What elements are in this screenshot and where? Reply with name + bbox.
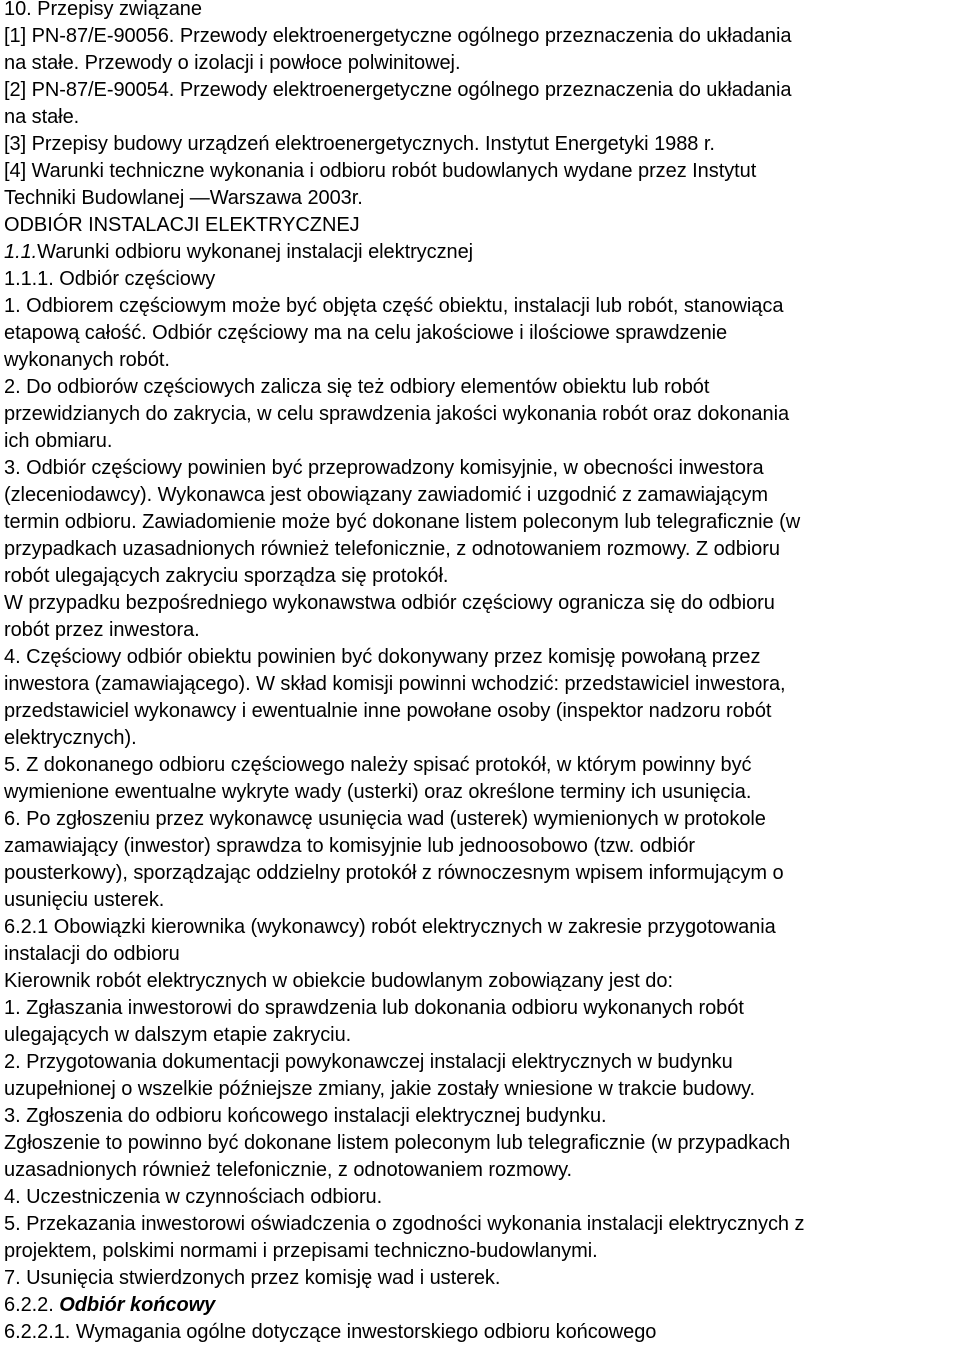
subheading-number: 1.1. (4, 241, 38, 263)
paragraph-line: robót przez inwestora. (4, 619, 200, 641)
paragraph-line: inwestora (zamawiającego). W skład komisji powinni wchodzić: przedstawiciel inwestora, (4, 673, 786, 695)
paragraph-line: projektem, polskimi normami i przepisami techniczno-budowlanymi. (4, 1240, 598, 1262)
paragraph-line: uzasadnionych również telefonicznie, z odnotowaniem rozmowy. (4, 1159, 573, 1181)
paragraph-line: robót ulegających zakryciu sporządza się protokół. (4, 565, 449, 587)
paragraph-line: 2. Przygotowania dokumentacji powykonawczej instalacji elektrycznych w budynku (4, 1051, 733, 1073)
paragraph-line: elektrycznych). (4, 727, 137, 749)
paragraph-line: wykonanych robót. (4, 349, 170, 371)
paragraph-line: 1. Odbiorem częściowym może być objęta część obiektu, instalacji lub robót, stanowiąca (4, 295, 784, 317)
paragraph-line: 3. Zgłoszenia do odbioru końcowego instalacji elektrycznej budynku. (4, 1105, 607, 1127)
paragraph-line: 1. Zgłaszania inwestorowi do sprawdzenia lub dokonania odbioru wykonanych robót (4, 997, 744, 1019)
paragraph-line: 5. Z dokonanego odbioru częściowego należy spisać protokół, w którym powinny być (4, 754, 752, 776)
subheading-final-acceptance (4, 1292, 215, 1319)
subheading-partial-acceptance: 1.1.1. Odbiór częściowy (4, 268, 216, 290)
subheading-general-requirements: 6.2.2.1. Wymagania ogólne dotyczące inwestorskiego odbioru końcowego (4, 1321, 657, 1343)
reference-2-line-2: na stałe. (4, 106, 80, 128)
paragraph-line: przewidzianych do zakrycia, w celu sprawdzenia jakości wykonania robót oraz dokonania (4, 403, 790, 425)
paragraph-line: 2. Do odbiorów częściowych zalicza się też odbiory elementów obiektu lub robót (4, 376, 710, 398)
paragraph-line: 4. Uczestniczenia w czynnościach odbioru. (4, 1186, 383, 1208)
paragraph-line: ich obmiaru. (4, 430, 113, 452)
subheading-manager-duties: 6.2.1 Obowiązki kierownika (wykonawcy) robót elektrycznych w zakresie przygotowania (4, 916, 776, 938)
reference-4-line-2: Techniki Budowlanej —Warszawa 2003r. (4, 187, 363, 209)
paragraph-line: W przypadku bezpośredniego wykonawstwa odbiór częściowy ogranicza się do odbioru (4, 592, 775, 614)
paragraph-line: wymienione ewentualne wykryte wady (usterki) oraz określone terminy ich usunięcia. (4, 781, 752, 803)
paragraph-line: przypadkach uzasadnionych również telefonicznie, z odnotowaniem rozmowy. Z odbioru (4, 538, 780, 560)
paragraph-line: 3. Odbiór częściowy powinien być przeprowadzony komisyjnie, w obecności inwestora (4, 457, 764, 479)
subheading-acceptance-conditions (4, 239, 473, 266)
subheading-number: 6.2.2. (4, 1294, 60, 1316)
paragraph-line: 6. Po zgłoszeniu przez wykonawcę usunięcia wad (usterek) wymienionych w protokole (4, 808, 766, 830)
paragraph-line: etapową całość. Odbiór częściowy ma na celu jakościowe i ilościowe sprawdzenie (4, 322, 728, 344)
reference-1-line-2: na stałe. Przewody o izolacji i powłoce polwinitowej. (4, 52, 461, 74)
section-heading-related-regulations: 10. Przepisy związane (4, 0, 202, 20)
paragraph-line: Zgłoszenie to powinno być dokonane listem poleconym lub telegraficznie (w przypadkach (4, 1132, 791, 1154)
paragraph-line: pousterkowy), sporządzając oddzielny protokół z równoczesnym wpisem informującym o (4, 862, 784, 884)
reference-3: [3] Przepisy budowy urządzeń elektroenergetycznych. Instytut Energetyki 1988 r. (4, 133, 715, 155)
paragraph-line: Kierownik robót elektrycznych w obiekcie budowlanym zobowiązany jest do: (4, 970, 673, 992)
paragraph-line: przedstawiciel wykonawcy i ewentualnie inne powołane osoby (inspektor nadzoru robót (4, 700, 772, 722)
paragraph-line: usunięciu usterek. (4, 889, 165, 911)
paragraph-line: 4. Częściowy odbiór obiektu powinien być dokonywany przez komisję powołaną przez (4, 646, 761, 668)
section-heading-electrical-installation-acceptance: ODBIÓR INSTALACJI ELEKTRYCZNEJ (4, 214, 360, 236)
subheading-title: Odbiór końcowy (59, 1294, 216, 1316)
reference-2-line-1: [2] PN-87/E-90054. Przewody elektroenergetyczne ogólnego przeznaczenia do układania (4, 79, 792, 101)
paragraph-line: 7. Usunięcia stwierdzonych przez komisję wad i usterek. (4, 1267, 501, 1289)
reference-1-line-1: [1] PN-87/E-90056. Przewody elektroenergetyczne ogólnego przeznaczenia do układania (4, 25, 792, 47)
paragraph-line: (zleceniodawcy). Wykonawca jest obowiązany zawiadomić i uzgodnić z zamawiającym (4, 484, 768, 506)
subheading-title: Warunki odbioru wykonanej instalacji elektrycznej (37, 241, 474, 263)
paragraph-line: ulegających w dalszym etapie zakryciu. (4, 1024, 352, 1046)
paragraph-line: zamawiający (inwestor) sprawdza to komisyjnie lub jednoosobowo (tzw. odbiór (4, 835, 696, 857)
paragraph-line: uzupełnionej o wszelkie późniejsze zmiany, jakie zostały wniesione w trakcie budowy. (4, 1078, 755, 1100)
paragraph-line: termin odbioru. Zawiadomienie może być dokonane listem poleconym lub telegraficznie (w (4, 511, 801, 533)
reference-4-line-1: [4] Warunki techniczne wykonania i odbioru robót budowlanych wydane przez Instytut (4, 160, 757, 182)
paragraph-line: 5. Przekazania inwestorowi oświadczenia o zgodności wykonania instalacji elektrycznych z (4, 1213, 805, 1235)
subheading-manager-duties-cont: instalacji do odbioru (4, 943, 180, 965)
